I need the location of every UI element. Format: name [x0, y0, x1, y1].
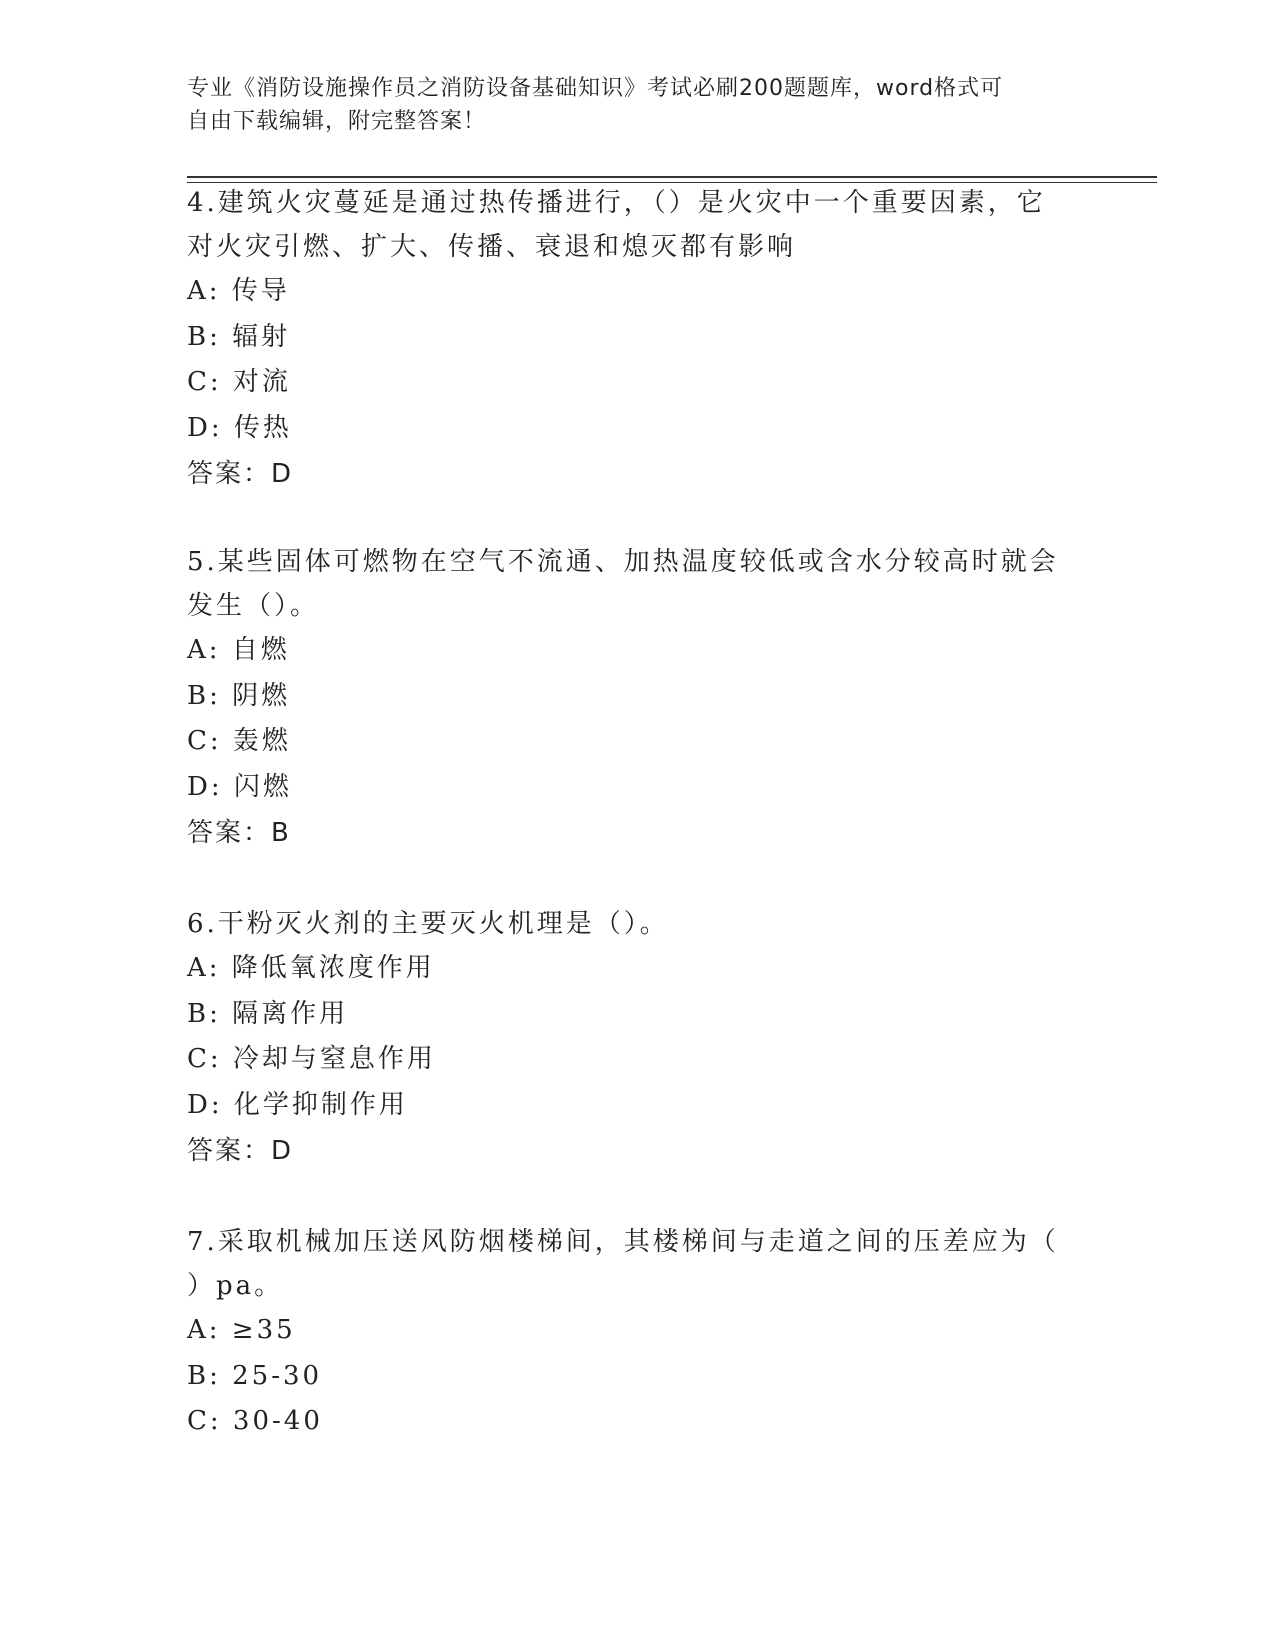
question-stem: 7.采取机械加压送风防烟楼梯间，其楼梯间与走道之间的压差应为（: [187, 1227, 1059, 1257]
question-6: [187, 902, 1067, 1174]
question-stem: 5.某些固体可燃物在空气不流通、加热温度较低或含水分较高时就会: [187, 547, 1059, 577]
question-stem-continued: 发生（）。: [187, 591, 320, 621]
document-header: [187, 72, 1067, 138]
option-d: D: 化学抑制作用: [187, 1089, 408, 1120]
option-b: B: 阴燃: [187, 680, 291, 711]
header-line-1: 专业《消防设施操作员之消防设备基础知识》考试必刷200题题库，word格式可: [187, 76, 1004, 101]
header-divider-thick: [187, 176, 1157, 178]
question-4: [187, 181, 1067, 497]
option-a: A: ≥35: [187, 1315, 296, 1345]
question-7: [187, 1220, 1067, 1445]
question-stem-continued: ）pa。: [187, 1271, 284, 1301]
option-c: C: 30-40: [187, 1406, 323, 1436]
question-5: [187, 540, 1067, 856]
answer: 答案：B: [187, 818, 291, 848]
question-stem-continued: 对火灾引燃、扩大、传播、衰退和熄灭都有影响: [187, 232, 797, 262]
option-c: C: 对流: [187, 367, 291, 397]
question-stem: 6.干粉灭火剂的主要灭火机理是（）。: [187, 909, 669, 939]
option-c: C: 冷却与窒息作用: [187, 1044, 436, 1074]
header-line-2: 自由下载编辑，附完整答案！: [187, 109, 487, 134]
option-a: A: 传导: [187, 276, 290, 306]
answer: 答案：D: [187, 1136, 294, 1166]
option-a: A: 降低氧浓度作用: [187, 953, 435, 983]
answer: 答案：D: [187, 459, 294, 489]
option-d: D: 传热: [187, 412, 292, 443]
option-c: C: 轰燃: [187, 726, 291, 756]
question-stem: 4.建筑火灾蔓延是通过热传播进行，（）是火灾中一个重要因素，它: [187, 188, 1046, 218]
option-b: B: 辐射: [187, 321, 291, 352]
option-b: B: 25-30: [187, 1360, 323, 1391]
option-b: B: 隔离作用: [187, 998, 349, 1029]
option-a: A: 自燃: [187, 635, 290, 665]
option-d: D: 闪燃: [187, 771, 292, 802]
